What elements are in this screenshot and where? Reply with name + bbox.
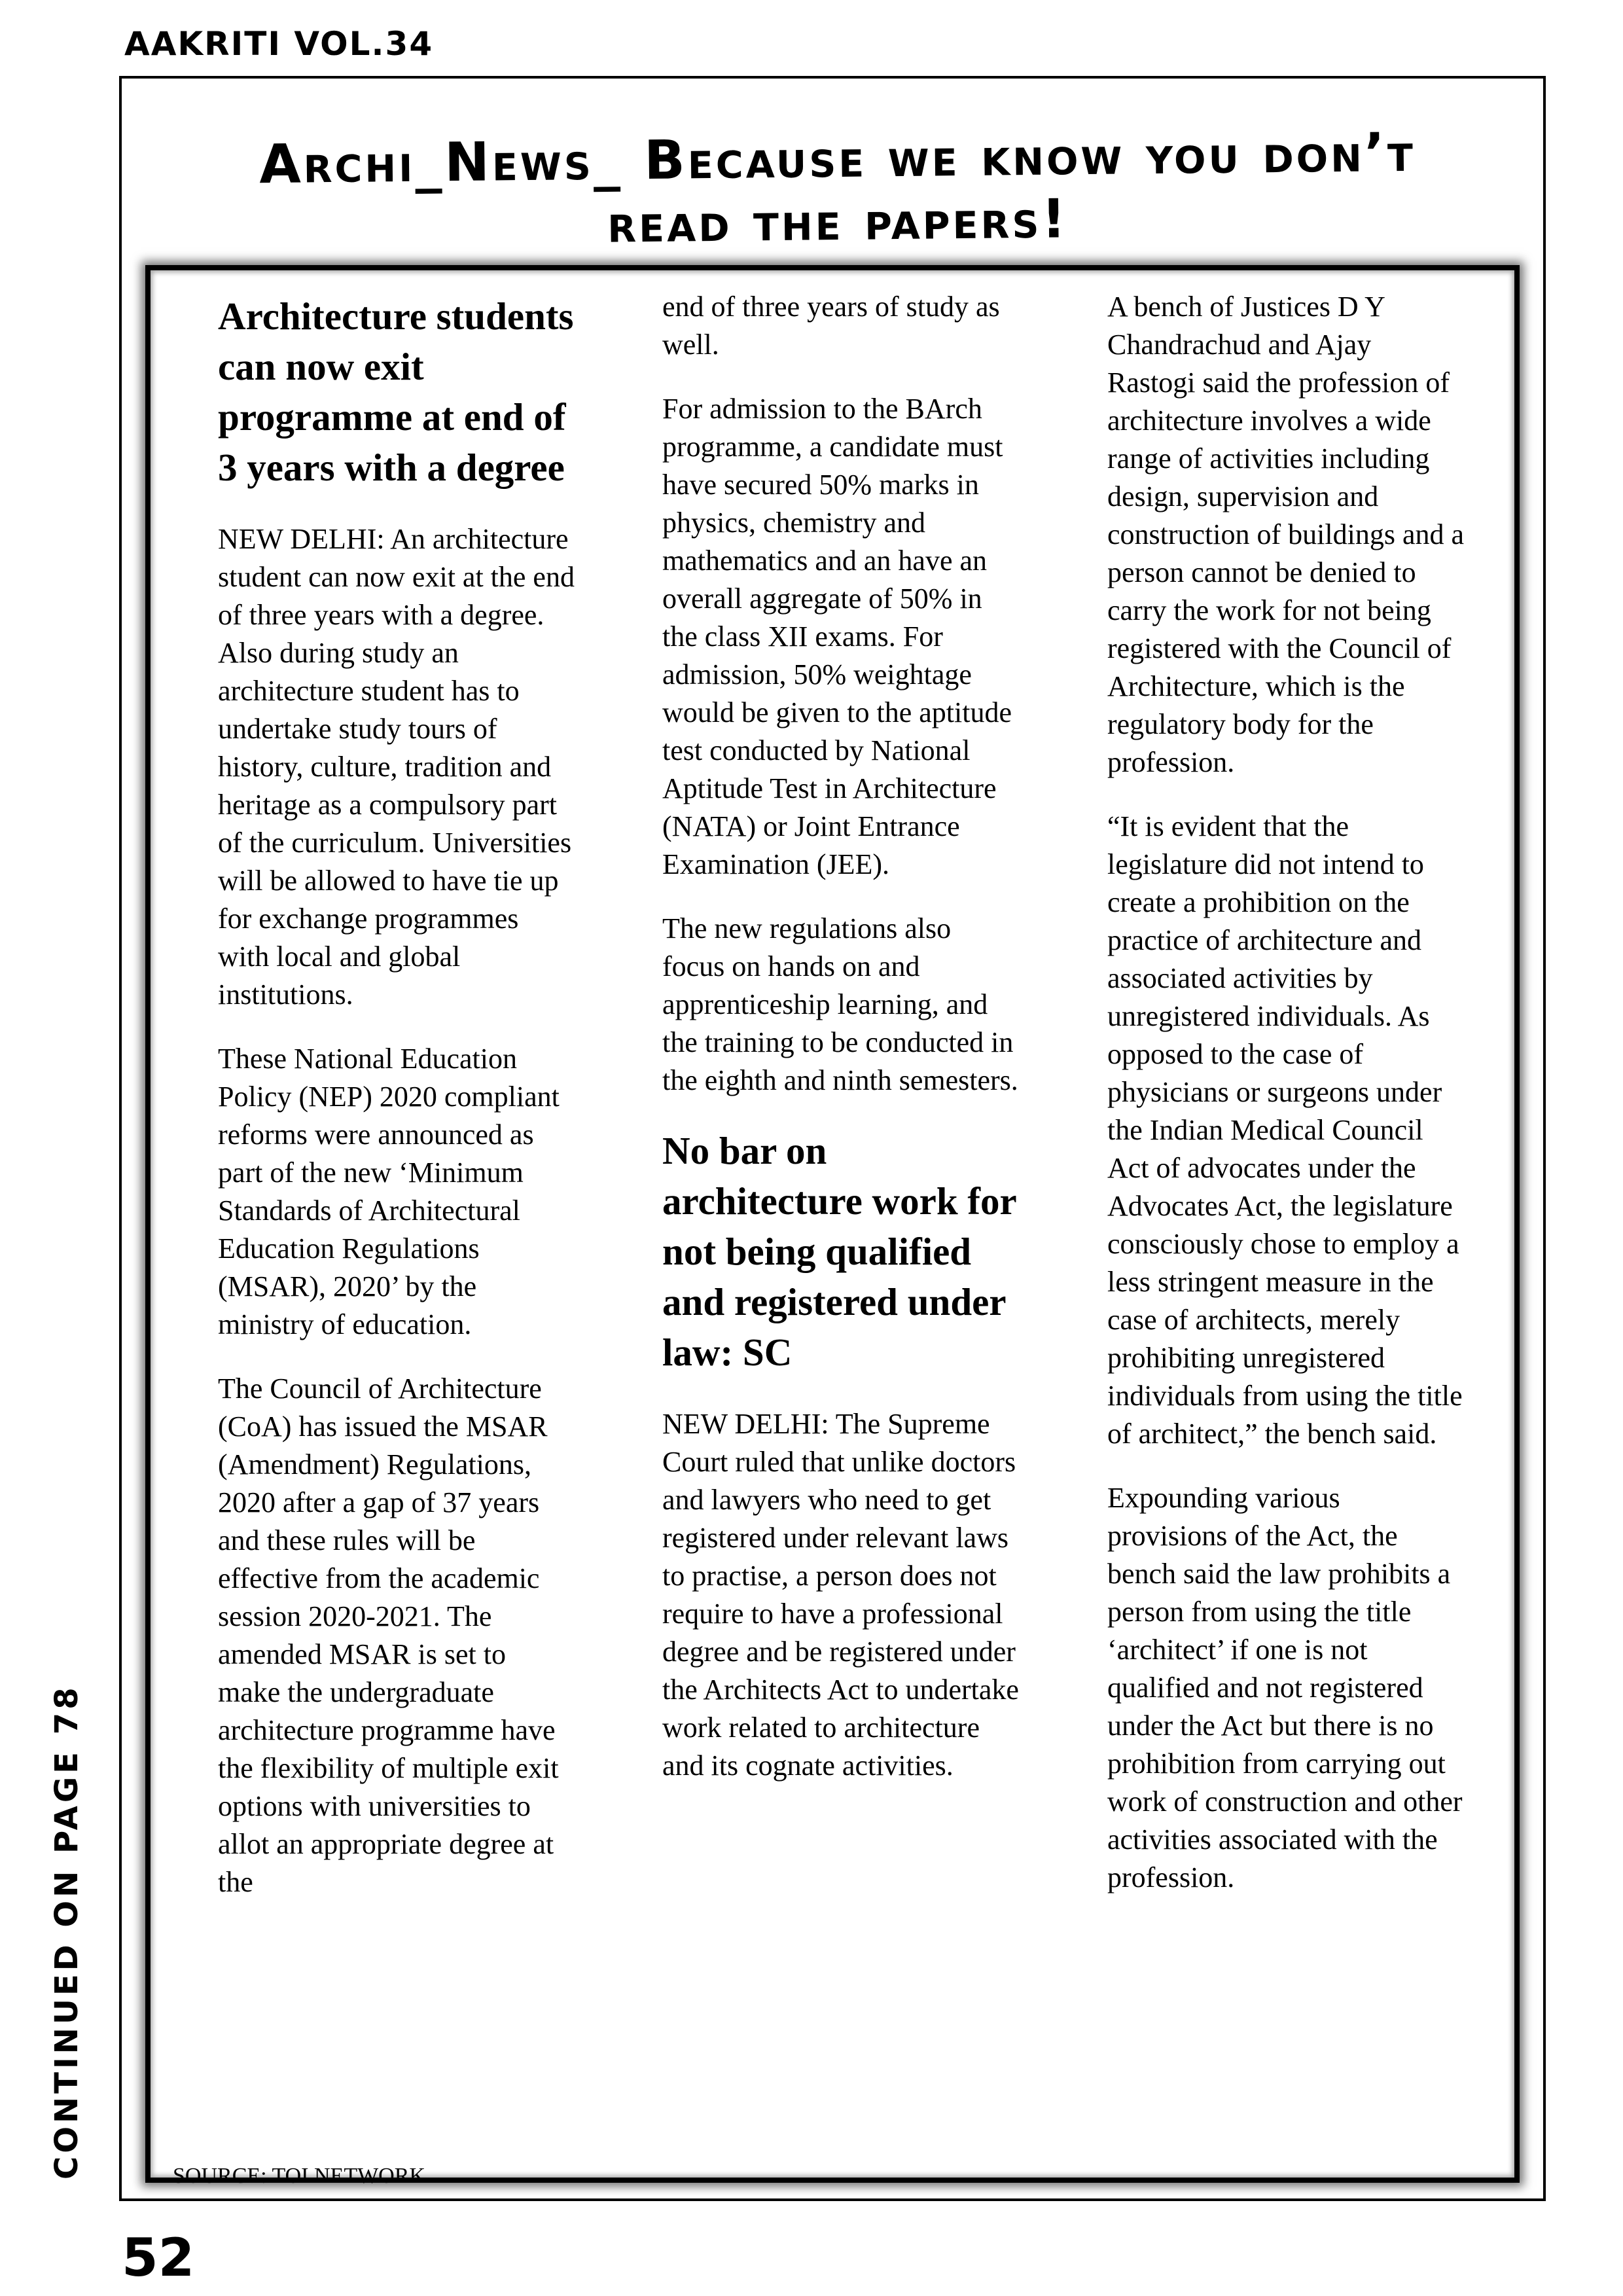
article-2-paragraph: “It is evident that the legislature did not intend to create a prohibition on the practice of architecture and associated activities by unregistered individuals. As opposed to the case of physicians or surgeons under the Indian Medical Council Act of advocates under the Advocates Act, the legislature consciously chose to employ a less stringent measure in the case of architects, merely prohibiting unregistered individuals from using the title of architect,” the bench said.	[1107, 810, 1463, 1450]
article-1-paragraph: For admission to the BArch programme, a candidate must have secured 50% marks in physics, chemistry and mathematics and an have an overall aggregate of 50% in the class XII exams. For admission, 50% weightage would be given to the aptitude test conducted by National Aptitude Test in Architecture (NATA) or Joint Entrance Examination (JEE).	[662, 393, 1012, 880]
article-1-paragraph: The new regulations also focus on hands on and apprenticeship learning, and the training to be conducted in the eighth and ninth semesters.	[662, 912, 1018, 1096]
headline-line-2: read the papers!	[607, 188, 1069, 255]
column-3	[1107, 288, 1464, 1923]
page-number: 52	[122, 2227, 195, 2288]
source-credit: SOURCE: TOI NETWORK	[173, 2164, 425, 2188]
article-1-paragraph: NEW DELHI: An architecture student can now exit at the end of three years with a degree. Also during study an architecture student has to undertake study tours of history, culture, tradition and heritage as a compulsory part of the curriculum. Universities will be allowed to have tie up for exchange programmes with local and global institutions.	[218, 523, 575, 1011]
article-1-title: Architecture students can now exit programme at end of 3 years with a degree	[218, 295, 574, 489]
article-1-paragraph: The Council of Architecture (CoA) has issued the MSAR (Amendment) Regulations, 2020 after a gap of 37 years and these rules will be effective from the academic session 2020-2021. The amended MSAR is set to make the undergraduate architecture programme have the flexibility of multiple exit options with universities to allot an appropriate degree at the	[218, 1372, 559, 1898]
article-1-paragraph: end of three years of study as well.	[662, 291, 1000, 361]
article-2-paragraph: A bench of Justices D Y Chandrachud and Ajay Rastogi said the profession of architecture involves a wide range of activities including design, supervision and construction of buildings and a person cannot be denied to carry the work for not being registered with the Council of Architecture, which is the regulatory body for the profession.	[1107, 291, 1465, 778]
continued-note: CONTINUED ON PAGE 78	[48, 1684, 85, 2179]
section-headline	[124, 120, 1552, 261]
column-1	[218, 291, 575, 1928]
magazine-title: AAKRITI VOL.34	[124, 25, 434, 63]
column-2	[662, 288, 1019, 1811]
article-2-paragraph: NEW DELHI: The Supreme Court ruled that unlike doctors and lawyers who need to get registered under relevant laws to practise, a person does not require to have a professional degree and be registered under the Architects Act to undertake work related to architecture and its cognate activities.	[662, 1408, 1019, 1782]
article-1-paragraph: These National Education Policy (NEP) 2020 compliant reforms were announced as part of the new ‘Minimum Standards of Architectural Education Regulations (MSAR), 2020’ by the ministry of education.	[218, 1043, 560, 1340]
article-2-title: No bar on architecture work for not being qualified and registered under law: SC	[662, 1129, 1016, 1374]
headline-line-1: Archi_News_ Because we know you don’t	[259, 121, 1416, 196]
article-2-paragraph: Expounding various provisions of the Act, the bench said the law prohibits a person from using the title ‘architect’ if one is not qualified and not registered under the Act but there is no prohibition from carrying out work of construction and other activities associated with the profession.	[1107, 1482, 1463, 1893]
